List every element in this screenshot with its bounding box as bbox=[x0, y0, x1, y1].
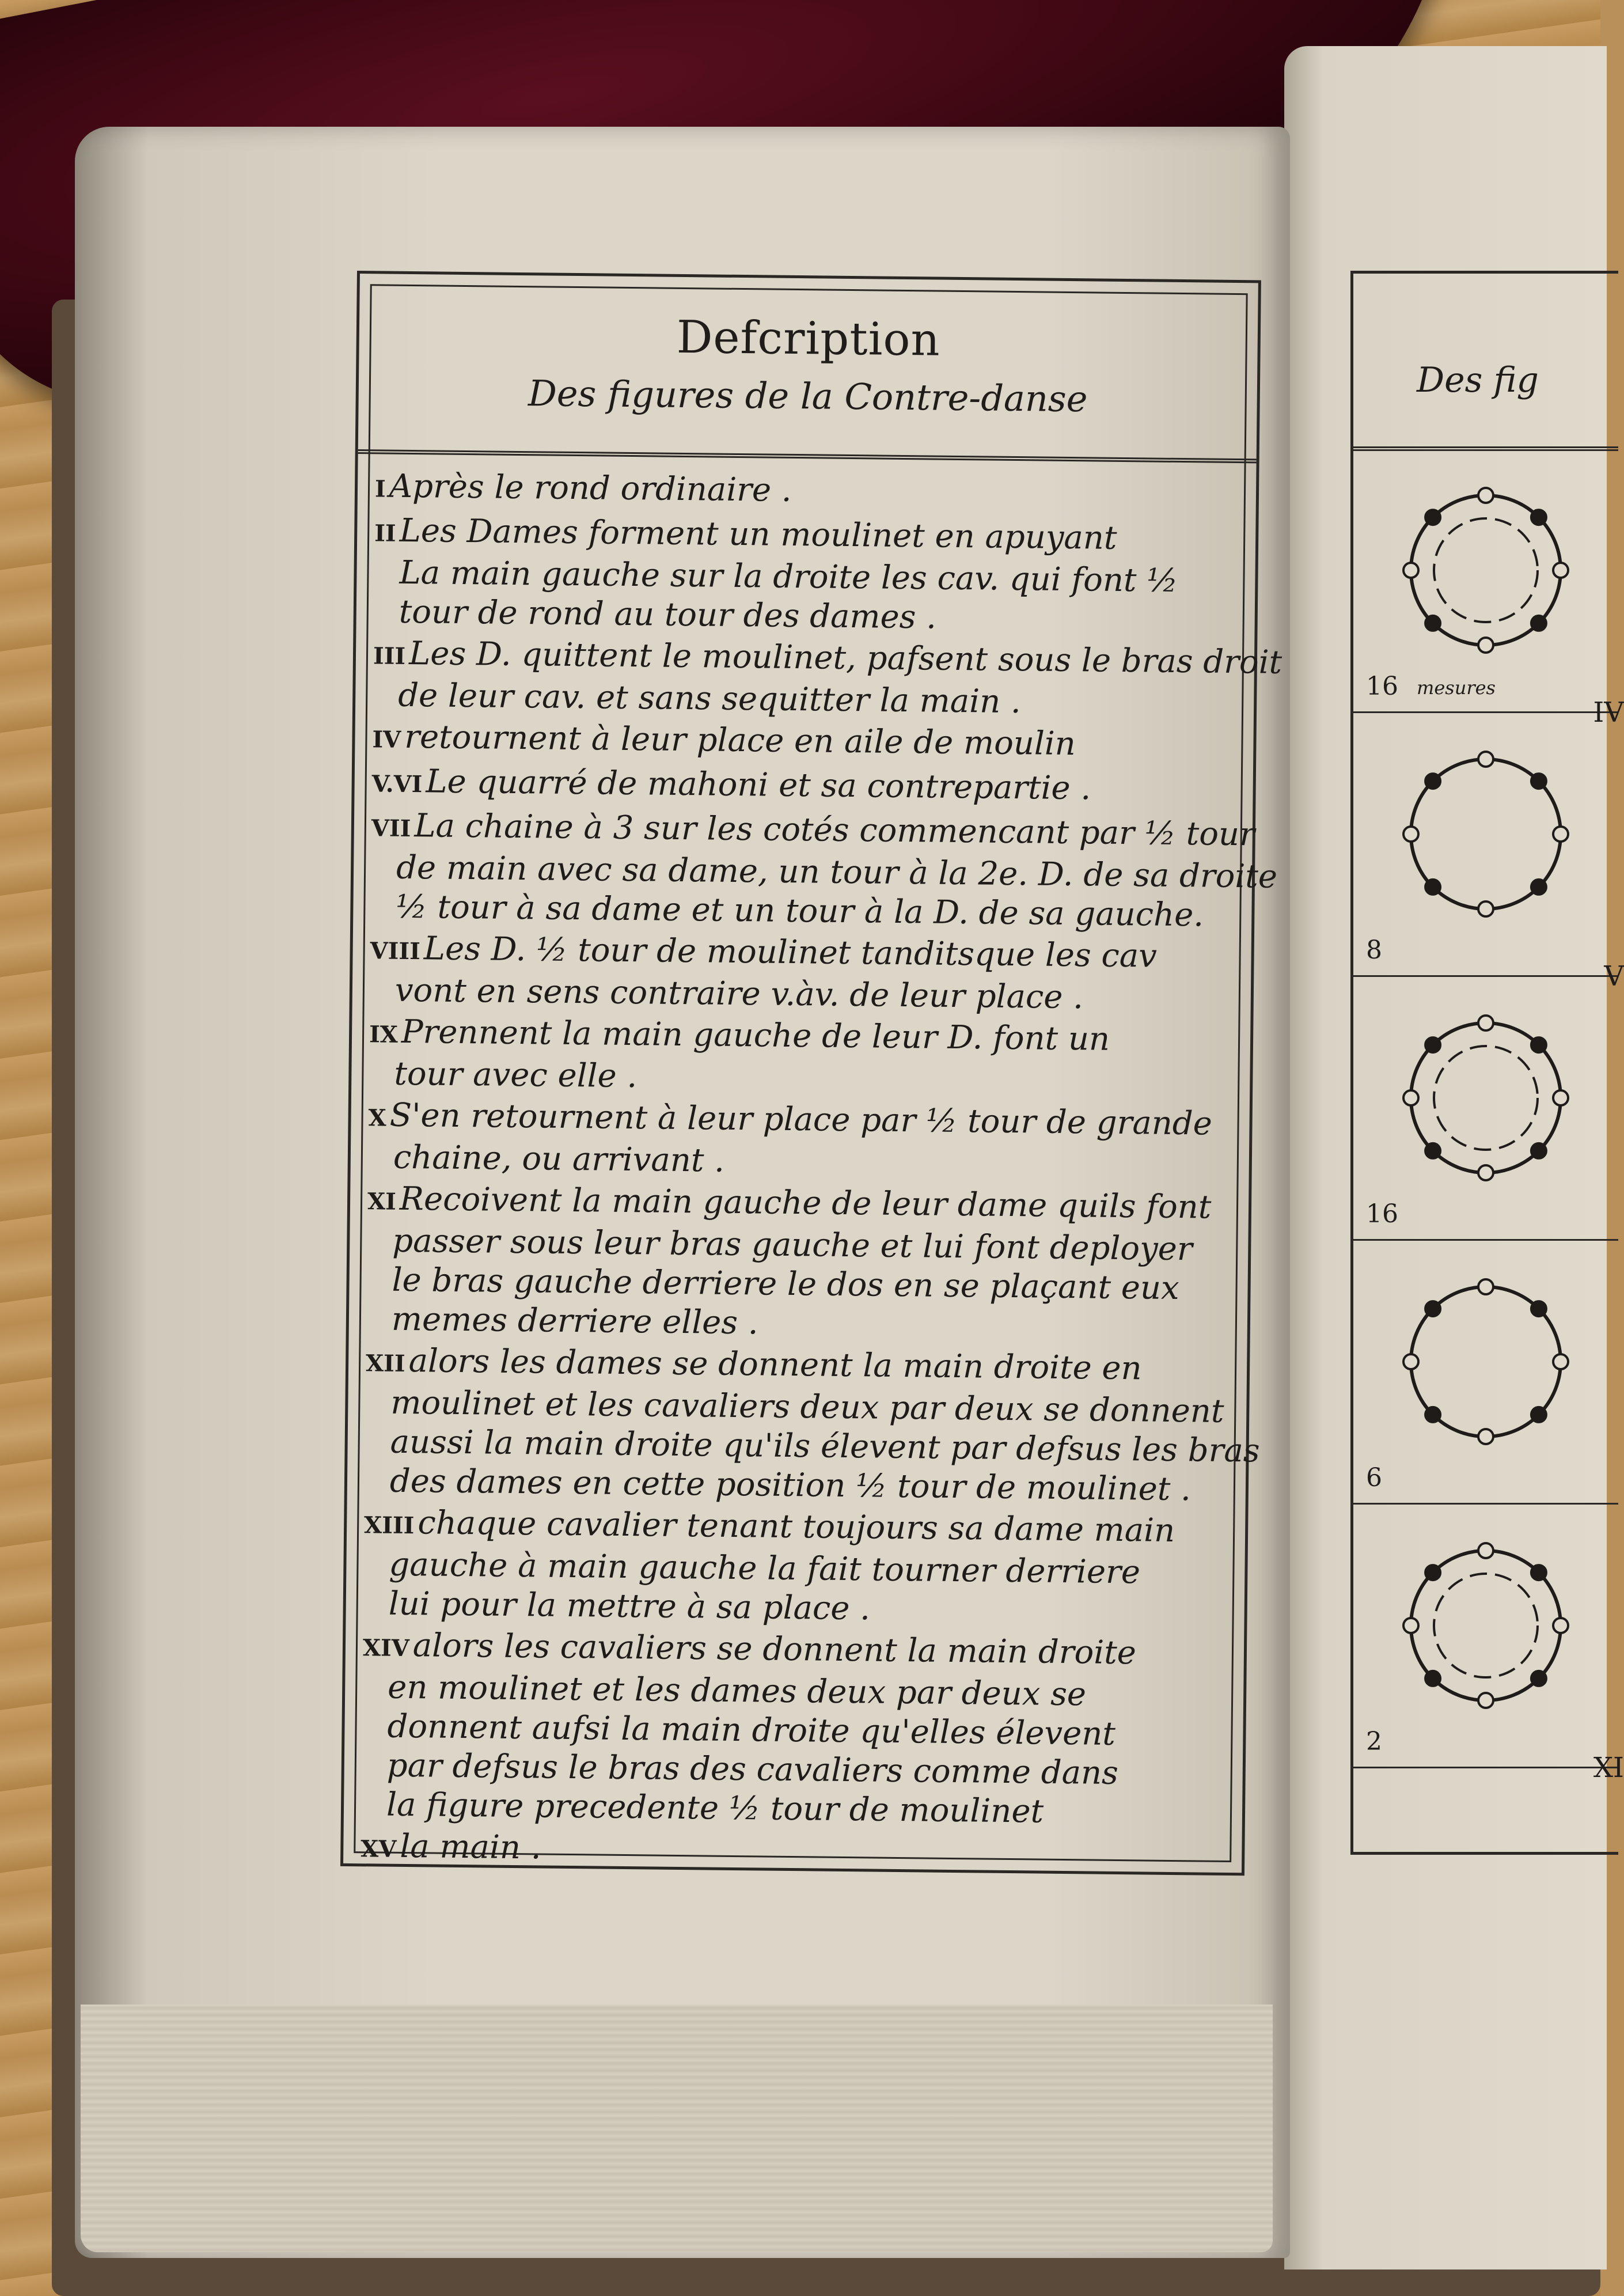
right-page-title: Des fig bbox=[1417, 360, 1539, 400]
entry-text: de leur cav. et sans sequitter la main . bbox=[397, 676, 1022, 721]
description-entry bbox=[370, 806, 1278, 935]
page-subtitle: Des figures de la Contre-danse bbox=[528, 372, 1088, 420]
entry-text: tour de rond au tour des dames . bbox=[399, 593, 937, 636]
roman-numeral: IV bbox=[372, 726, 401, 753]
dancer-marker bbox=[1425, 1037, 1440, 1052]
entry-line bbox=[361, 1827, 1231, 1878]
entry-text: en moulinet et les dames deux par deux se bbox=[387, 1668, 1087, 1714]
description-entry bbox=[373, 511, 1244, 641]
description-entry bbox=[368, 1096, 1238, 1186]
dancer-marker bbox=[1425, 616, 1440, 631]
dancer-marker bbox=[1531, 1671, 1546, 1686]
roman-numeral: XIV bbox=[362, 1634, 409, 1662]
dancer-marker bbox=[1478, 752, 1493, 767]
dancer-marker bbox=[1531, 616, 1546, 631]
roman-numeral: II bbox=[374, 520, 396, 547]
dancer-marker bbox=[1425, 1407, 1440, 1422]
dancer-marker bbox=[1425, 774, 1440, 789]
entry-text: tour avec elle . bbox=[394, 1055, 638, 1096]
dancer-marker bbox=[1553, 563, 1568, 578]
dancer-marker bbox=[1403, 827, 1418, 842]
description-entry bbox=[372, 717, 1242, 768]
entry-text: S'en retournent à leur place par ½ tour de grande bbox=[389, 1096, 1213, 1143]
title-box bbox=[358, 274, 1258, 463]
dancer-marker bbox=[1553, 827, 1568, 842]
dancer-marker bbox=[1478, 1165, 1493, 1180]
entry-text: Les D. quittent le moulinet, pafsent sous le bras droit bbox=[408, 634, 1282, 681]
inner-figure-path bbox=[1434, 1046, 1538, 1150]
roman-numeral: III bbox=[373, 642, 406, 670]
dancer-marker bbox=[1425, 1565, 1440, 1580]
entry-text: la figure precedente ½ tour de moulinet bbox=[386, 1786, 1044, 1831]
roman-numeral: XIII bbox=[363, 1511, 415, 1540]
dancer-marker bbox=[1478, 1016, 1493, 1030]
dance-figure-diagram bbox=[1376, 1516, 1595, 1735]
description-entry bbox=[370, 929, 1240, 1019]
entry-text: moulinet et les cavaliers deux par deux se donnent bbox=[390, 1384, 1224, 1430]
dancer-marker bbox=[1425, 510, 1440, 525]
entry-text: le bras gauche derriere le dos en se plaçant eux bbox=[392, 1261, 1179, 1308]
dancer-marker bbox=[1478, 638, 1493, 653]
roman-numeral: V.VI bbox=[371, 770, 423, 798]
dancer-marker bbox=[1531, 1301, 1546, 1316]
dance-figure-diagram bbox=[1376, 988, 1595, 1207]
entry-text: des dames en cette position ½ tour de moulinet . bbox=[389, 1462, 1192, 1509]
entry-text: gauche à main gauche la fait tourner derriere bbox=[389, 1545, 1141, 1592]
dancer-marker bbox=[1425, 1671, 1440, 1686]
roman-numeral: VIII bbox=[370, 937, 421, 965]
right-title-box bbox=[1353, 274, 1618, 451]
dancer-marker bbox=[1531, 1143, 1546, 1158]
entry-text: Les Dames forment un moulinet en apuyant bbox=[399, 512, 1117, 557]
dancer-marker bbox=[1403, 563, 1418, 578]
entry-text: La chaine à 3 sur les cotés commencant par ½ tour bbox=[414, 807, 1255, 854]
dance-figure-diagram bbox=[1376, 461, 1595, 680]
roman-numeral: VII bbox=[371, 814, 411, 843]
description-entry bbox=[361, 1827, 1231, 1878]
description-entry bbox=[361, 1626, 1233, 1833]
dance-figure-diagram bbox=[1376, 725, 1595, 944]
dancer-marker bbox=[1478, 1543, 1493, 1558]
figure-cell bbox=[1353, 449, 1624, 729]
roman-numeral: XV bbox=[361, 1835, 397, 1863]
roman-numeral: X bbox=[368, 1104, 386, 1132]
entry-text: la main . bbox=[400, 1827, 541, 1867]
dancer-marker bbox=[1403, 1354, 1418, 1369]
entry-text: La main gauche sur la droite les cav. qui font ½ bbox=[399, 554, 1178, 600]
dance-figure-diagram bbox=[1376, 1252, 1595, 1471]
entry-text: alors les dames se donnent la main droite en bbox=[408, 1342, 1143, 1388]
entry-text: Le quarré de mahoni et sa contrepartie . bbox=[426, 763, 1091, 808]
dancer-marker bbox=[1531, 774, 1546, 789]
entry-text: donnent aufsi la main droite qu'elles élevent bbox=[387, 1707, 1116, 1753]
entry-text: de main avec sa dame, un tour à la 2e. D. de sa droite bbox=[396, 848, 1278, 896]
dancer-marker bbox=[1553, 1354, 1568, 1369]
dancer-marker bbox=[1531, 1037, 1546, 1052]
entry-text: alors les cavaliers se donnent la main droite bbox=[412, 1627, 1137, 1672]
entry-line bbox=[370, 887, 1240, 935]
entry-line bbox=[365, 1461, 1235, 1510]
figure-description-list bbox=[361, 467, 1282, 1880]
figure-measure-label: mesures bbox=[1417, 677, 1496, 699]
dancer-marker bbox=[1478, 488, 1493, 503]
entry-text: retournent à leur place en aile de moulin bbox=[404, 718, 1076, 763]
figure-cell bbox=[1353, 977, 1618, 1241]
entry-text: memes derriere elles . bbox=[391, 1300, 759, 1342]
description-entry bbox=[369, 1012, 1239, 1102]
roman-numeral: XI bbox=[367, 1188, 397, 1215]
inner-figure-path bbox=[1434, 518, 1538, 622]
dancer-marker bbox=[1553, 1090, 1568, 1105]
dancer-marker bbox=[1403, 1090, 1418, 1105]
figure-measure-number: 6 bbox=[1366, 1463, 1382, 1492]
inner-figure-path bbox=[1434, 1574, 1538, 1677]
entry-text: par defsus le bras des cavaliers comme dans bbox=[386, 1746, 1119, 1792]
dancer-marker bbox=[1403, 1618, 1418, 1633]
entry-text: passer sous leur bras gauche et lui font deployer bbox=[392, 1222, 1193, 1268]
figure-cell bbox=[1353, 1505, 1624, 1784]
entry-text: Les D. ½ tour de moulinet tanditsque les cav bbox=[423, 930, 1158, 975]
entry-text: aussi la main droite qu'ils élevent par defsus les bras bbox=[390, 1423, 1260, 1470]
figures-frame bbox=[1350, 271, 1624, 1855]
roman-numeral: IX bbox=[369, 1021, 399, 1048]
figure-roman-numeral: V bbox=[1604, 960, 1624, 992]
figure-cell bbox=[1353, 1241, 1618, 1505]
dancer-marker bbox=[1425, 1301, 1440, 1316]
description-entry bbox=[365, 1341, 1260, 1510]
figure-measure-number: 2 bbox=[1366, 1727, 1382, 1756]
dancer-marker bbox=[1478, 1279, 1493, 1294]
entry-text: Recoivent la main gauche de leur dame quils font bbox=[399, 1180, 1212, 1226]
description-entry bbox=[375, 467, 1245, 518]
figure-roman-numeral: XI bbox=[1593, 1752, 1624, 1784]
description-frame bbox=[340, 271, 1282, 1876]
entry-text: Prennent la main gauche de leur D. font un bbox=[401, 1013, 1110, 1058]
dancer-marker bbox=[1531, 1565, 1546, 1580]
entry-text: vont en sens contraire v.àv. de leur place . bbox=[394, 971, 1084, 1017]
figure-measure-number: 16 bbox=[1366, 1199, 1398, 1229]
dancer-marker bbox=[1478, 1429, 1493, 1444]
dancer-marker bbox=[1531, 510, 1546, 525]
roman-numeral: XII bbox=[365, 1350, 405, 1377]
page-edges bbox=[81, 2005, 1273, 2252]
description-entry bbox=[371, 761, 1242, 813]
figure-measure-number: 8 bbox=[1366, 935, 1382, 965]
page-title: Defcription bbox=[676, 311, 941, 366]
roman-numeral: I bbox=[374, 475, 386, 503]
description-entry bbox=[366, 1179, 1238, 1348]
entry-text: ½ tour à sa dame et un tour à la D. de sa gauche. bbox=[396, 888, 1204, 934]
entry-line bbox=[375, 467, 1245, 518]
description-entry bbox=[363, 1503, 1234, 1632]
dancer-marker bbox=[1478, 1693, 1493, 1708]
dancer-marker bbox=[1531, 1407, 1546, 1422]
figure-measure-number: 16 bbox=[1366, 672, 1398, 701]
entry-line bbox=[371, 761, 1242, 813]
entry-text: chaine, ou arrivant . bbox=[393, 1138, 725, 1180]
dancer-marker bbox=[1478, 901, 1493, 916]
dancer-marker bbox=[1425, 1143, 1440, 1158]
entry-text: Après le rond ordinaire . bbox=[389, 467, 792, 509]
entry-text: lui pour la mettre à sa place . bbox=[388, 1585, 871, 1628]
figure-cell bbox=[1353, 713, 1624, 992]
figure-roman-numeral: IV bbox=[1593, 696, 1624, 729]
dancer-marker bbox=[1425, 880, 1440, 895]
dancer-marker bbox=[1531, 880, 1546, 895]
entry-text: chaque cavalier tenant toujours sa dame main bbox=[418, 1504, 1175, 1549]
description-entry bbox=[373, 634, 1282, 724]
entry-line bbox=[372, 717, 1242, 768]
dancer-marker bbox=[1553, 1618, 1568, 1633]
